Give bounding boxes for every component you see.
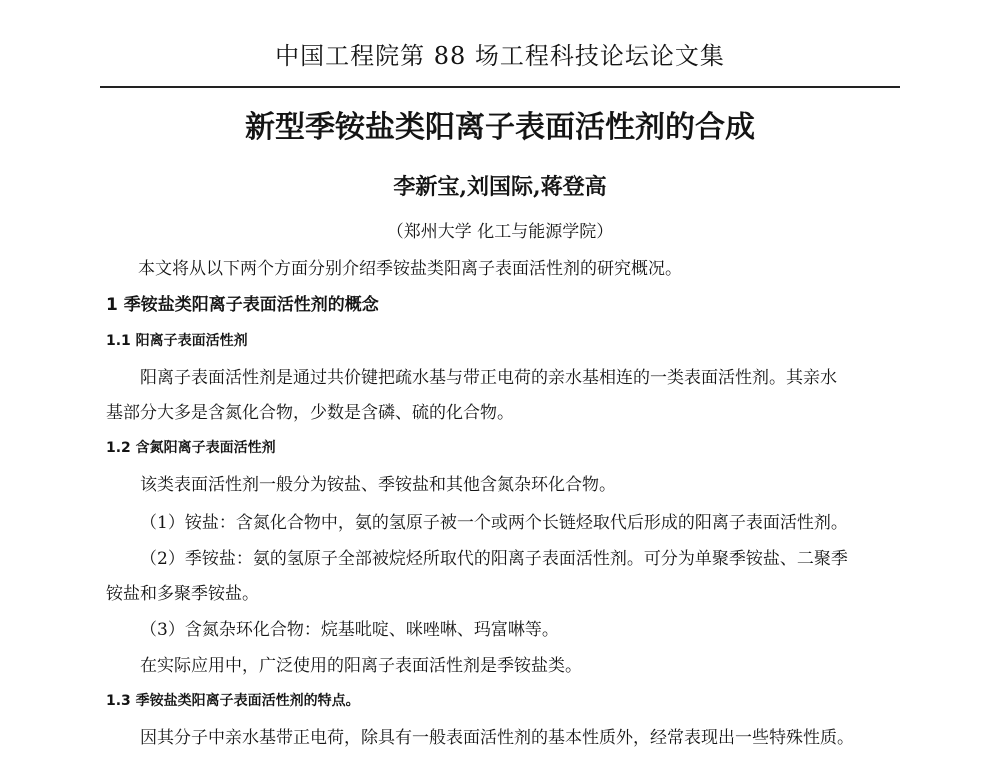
authors: 李新宝,刘国际,蒋登高 — [393, 174, 607, 200]
list-item-1: （1）铵盐：含氮化合物中，氨的氢原子被一个或两个长链烃取代后形成的阳离子表面活性剂。 — [140, 513, 848, 533]
section-1-3-heading: 1.3 季铵盐类阳离子表面活性剂的特点。 — [106, 693, 360, 709]
intro-paragraph: 本文将从以下两个方面分别介绍季铵盐类阳离子表面活性剂的研究概况。 — [138, 259, 682, 279]
section-1-2-paragraph: 该类表面活性剂一般分为铵盐、季铵盐和其他含氮杂环化合物。 — [140, 475, 616, 495]
list-item-2-line-2: 铵盐和多聚季铵盐。 — [106, 584, 259, 604]
paper-title: 新型季铵盐类阳离子表面活性剂的合成 — [245, 110, 755, 145]
section-1-1-heading: 1.1 阳离子表面活性剂 — [106, 333, 248, 349]
section-1-2-conclusion: 在实际应用中，广泛使用的阳离子表面活性剂是季铵盐类。 — [140, 656, 582, 676]
running-header: 中国工程院第 88 场工程科技论坛论文集 — [275, 42, 725, 70]
section-1-1-paragraph-line-1: 阳离子表面活性剂是通过共价键把疏水基与带正电荷的亲水基相连的一类表面活性剂。其亲水 — [140, 368, 837, 388]
section-1-heading: 1 季铵盐类阳离子表面活性剂的概念 — [106, 295, 379, 315]
section-1-1-paragraph-line-2: 基部分大多是含氮化合物，少数是含磷、硫的化合物。 — [106, 403, 514, 423]
affiliation: （郑州大学 化工与能源学院） — [386, 222, 614, 242]
section-1-2-heading: 1.2 含氮阳离子表面活性剂 — [106, 440, 276, 456]
section-1-3-paragraph: 因其分子中亲水基带正电荷，除具有一般表面活性剂的基本性质外，经常表现出一些特殊性质。 — [140, 728, 854, 748]
list-item-3: （3）含氮杂环化合物：烷基吡啶、咪唑啉、玛富啉等。 — [140, 620, 559, 640]
list-item-2-line-1: （2）季铵盐：氨的氢原子全部被烷烃所取代的阳离子表面活性剂。可分为单聚季铵盐、二聚季 — [140, 549, 848, 569]
header-rule — [100, 86, 900, 88]
